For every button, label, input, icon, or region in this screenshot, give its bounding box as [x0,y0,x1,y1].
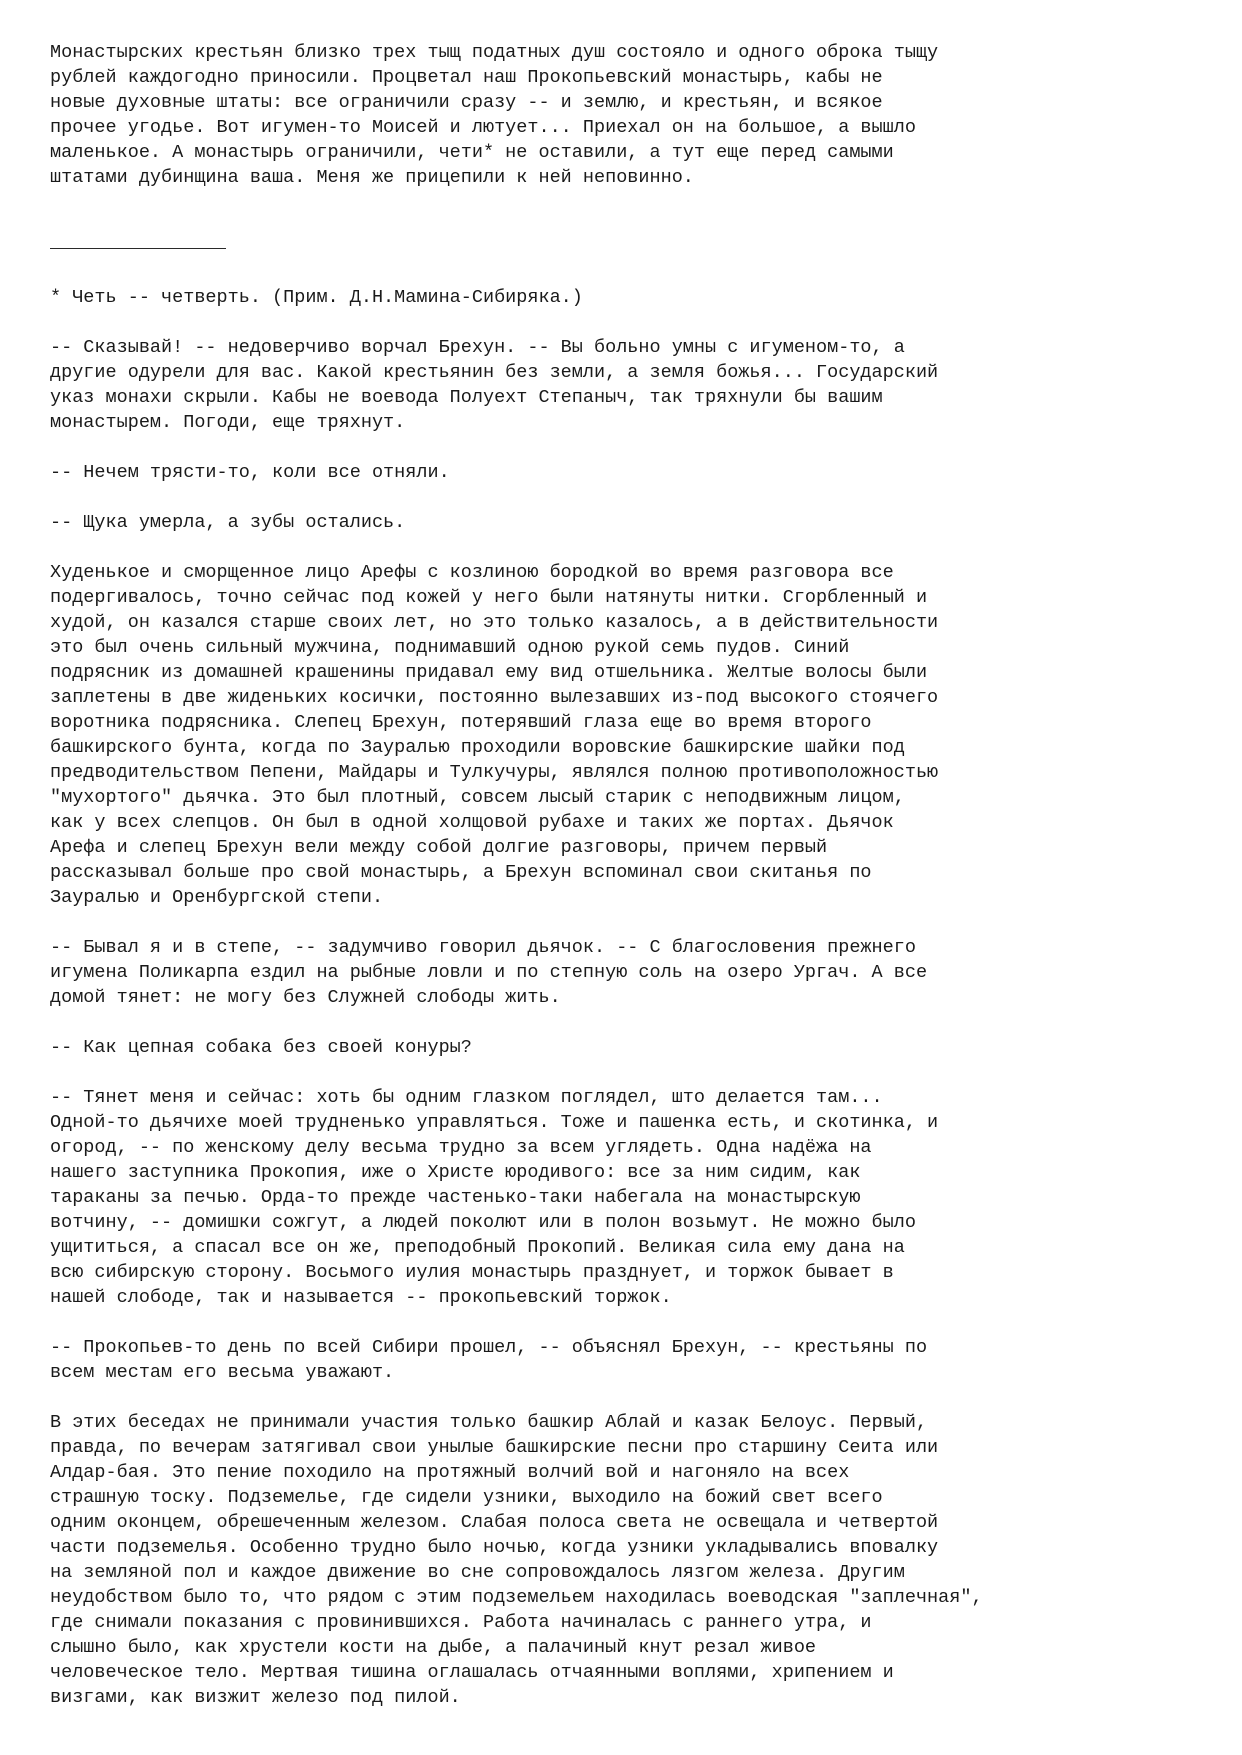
paragraph-short-1: -- Нечем трясти-то, коли все отняли. [50,462,450,483]
paragraph-arefa-description: Худенькое и сморщенное лицо Арефы с козлиною бородкой во время разговора все подергивалось, точно сейчас под кожей у него были натянуты нитки. Сгорбленный и худой, он казался старше своих лет, но это только казалось, а в действительности это был очень сильный мужчина, поднимавший одною рукой семь пудов. Синий подрясник из домашней крашенины придавал ему вид отшельника. Желтые волосы были заплетены в две жиденьких косички, постоянно вылезавших из-под высокого стоячего воротника подрясника. Слепец Брехун, потерявший глаза еще во время второго башкирского бунта, когда по Зауралью проходили воровские башкирские шайки под предводительством Пепени, Майдары и Тулкучуры, являлся полною противоположностью "мухортого" дьячка. Это был плотный, совсем лысый старик с неподвижным лицом, как у всех слепцов. Он был в одной холщовой рубахе и таких же портах. Дьячок Арефа и слепец Брехун вели между собой долгие разговоры, причем первый рассказывал больше про свой монастырь, а Брехун вспоминал свои скитанья по Зауралью и Оренбургской степи. [50,562,939,908]
paragraph-brekhun-reply: -- Сказывай! -- недоверчиво ворчал Брехун. -- Вы больно умны с игуменом-то, а другие одурели для вас. Какой крестьянин без земли, а земля божья... Государский указ монахи скрыли. Кабы не воевода Полуехт Степаныч, так тряхнули бы вашим монастырем. Погоди, еще тряхнут. [50,337,939,433]
document-page [50,40,1210,1735]
paragraph-longing: -- Тянет меня и сейчас: хоть бы одним глазком поглядел, што делается там... Одной-то дьячихе моей трудненько управляться. Тоже и пашенка есть, и скотинка, и огород, -- по женскому делу весьма трудно за всем углядеть. Одна надёжа на нашего заступника Прокопия, иже о Христе юродивого: все за ним сидим, как тараканы за печью. Орда-то прежде частенько-таки набегала на монастырскую вотчину, -- домишки сожгут, а людей поколют или в полон возьмут. Не можно было ущититься, а спасал все он же, преподобный Прокопий. Великая сила ему дана на всю сибирскую сторону. Восьмого иулия монастырь празднует, и торжок бывает в нашей слободе, так и называется -- прокопьевский торжок. [50,1087,939,1308]
paragraph-dungeon: В этих беседах не принимали участия только башкир Аблай и казак Белоус. Первый, правда, по вечерам затягивал свои унылые башкирские песни про старшину Сеита или Алдар-бая. Это пение походило на протяжный волчий вой и нагоняло на всех страшную тоску. Подземелье, где сидели узники, выходило на божий свет всего одним оконцем, обрешеченным железом. Слабая полоса света не освещала и четвертой части подземелья. Особенно трудно было ночью, когда узники укладывались вповалку на земляной пол и каждое движение во сне сопровождалось лязгом железа. Другим неудобством было то, что рядом с этим подземельем находилась воеводская "заплечная", где снимали показания с провинившихся. Работа начиналась с раннего утра, и слышно было, как хрустели кости на дыбе, а палачиный кнут резал живое человеческое тело. Мертвая тишина оглашалась отчаянными воплями, хрипением и визгами, как визжит железо под пилой. [50,1412,983,1708]
footnote: * Четь -- четверть. (Прим. Д.Н.Мамина-Сибиряка.) [50,287,583,308]
paragraph-short-2: -- Щука умерла, а зубы остались. [50,512,406,533]
paragraph-steppe: -- Бывал я и в степе, -- задумчиво говорил дьячок. -- С благословения прежнего игумена Поликарпа ездил на рыбные ловли и по степную соль на озеро Ургач. А все домой тянет: не могу без Служней слободы жить. [50,937,928,1008]
paragraph-intro: Монастырских крестьян близко трех тыщ податных душ состояло и одного оброка тыщу рублей каждогодно приносили. Процветал наш Прокопьевский монастырь, кабы не новые духовные штаты: все ограничили сразу -- и землю, и крестьян, и всякое прочее угодье. Вот игумен-то Моисей и лютует... Приехал он на большое, а вышло маленькое. А монастырь ограничили, чети* не оставили, а тут еще перед самыми штатами дубинщина ваша. Меня же прицепили к ней неповинно. [50,42,939,188]
paragraph-dog: -- Как цепная собака без своей конуры? [50,1037,472,1058]
paragraph-prokopiev-day: -- Прокопьев-то день по всей Сибири прошел, -- объяснял Брехун, -- крестьяны по всем местам его весьма уважают. [50,1337,928,1383]
footnote-divider [50,248,226,249]
